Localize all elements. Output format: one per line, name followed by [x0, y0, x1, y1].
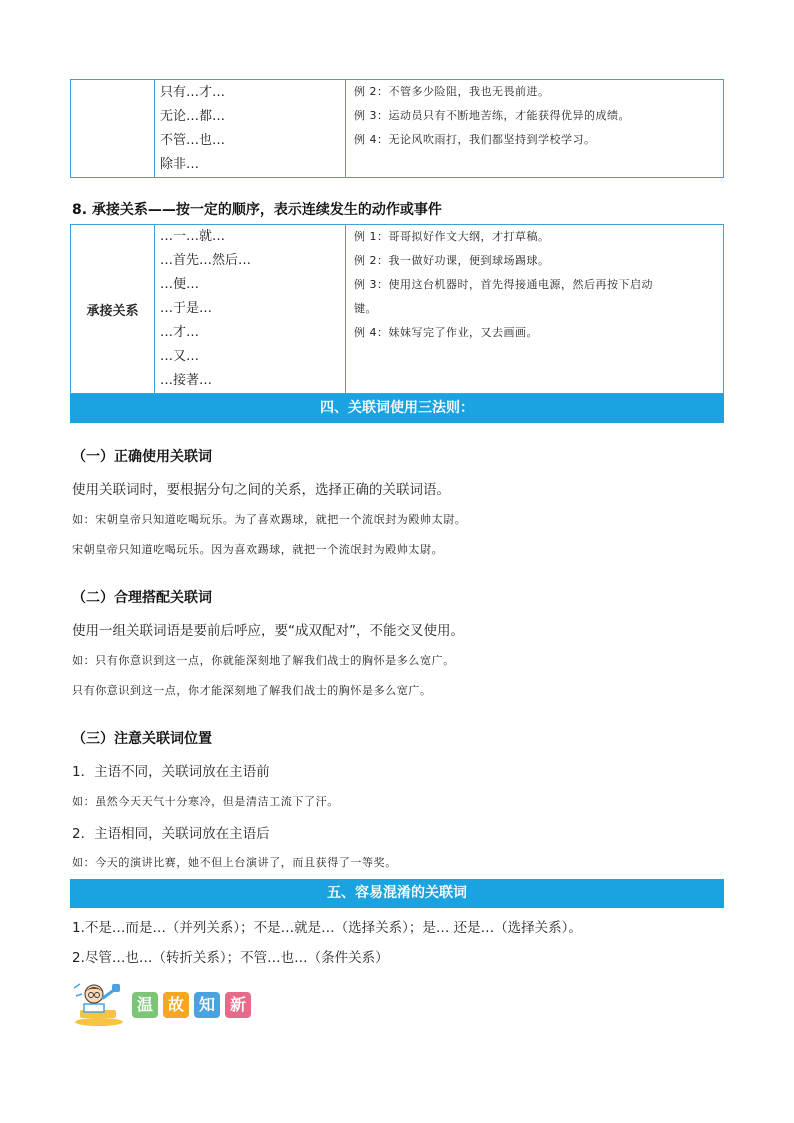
sub-1-heading: （一）正确使用关联词 [72, 449, 212, 465]
example-item: 例 4：妹妹写完了作业，又去画画。 [354, 326, 538, 339]
sub-3-example-2: 如：今天的演讲比赛，她不但上台演讲了，而且获得了一等奖。 [72, 856, 397, 869]
part-5-line-2: 2.尽管…也…（转折关系）；不管…也…（条件关系） [72, 950, 389, 966]
example-item: 例 1：哥哥拟好作文大纲，才打草稿。 [354, 230, 550, 243]
part-4-banner: 四、关联词使用三法则： [70, 394, 724, 423]
conditional-table [70, 79, 724, 178]
word-item: …接著… [160, 373, 213, 388]
part-5-line-1: 1.不是…而是…（并列关系）；不是…就是…（选择关系）；是… 还是…（选择关系）。 [72, 920, 582, 936]
logo-char: 温 [132, 992, 158, 1018]
section-8-heading: 8. 承接关系——按一定的顺序，表示连续发生的动作或事件 [72, 202, 442, 218]
sub-3-rule-2: 2．主语相同，关联词放在主语后 [72, 826, 270, 842]
words-cell [155, 225, 346, 394]
example-item: 例 4：无论风吹雨打，我们都坚持到学校学习。 [354, 133, 596, 146]
sub-3-rule-1: 1．主语不同，关联词放在主语前 [72, 764, 270, 780]
examples-cell [346, 225, 724, 394]
sub-3-heading: （三）注意关联词位置 [72, 731, 212, 747]
review-logo [70, 980, 260, 1028]
category-cell-empty [71, 80, 155, 178]
sub-1-example-1: 如：宋朝皇帝只知道吃喝玩乐。为了喜欢踢球，就把一个流氓封为殿帅太尉。 [72, 513, 467, 526]
sub-2-text: 使用一组关联词语是要前后呼应，要“成双配对”，不能交叉使用。 [72, 623, 464, 639]
logo-char: 故 [163, 992, 189, 1018]
logo-char: 新 [225, 992, 251, 1018]
example-item: 键。 [354, 302, 377, 315]
example-item: 例 2：不管多少险阻，我也无畏前进。 [354, 85, 550, 98]
words-cell [155, 80, 346, 178]
sub-1-example-2: 宋朝皇帝只知道吃喝玩乐。因为喜欢踢球，就把一个流氓封为殿帅太尉。 [72, 543, 444, 556]
sub-2-example-1: 如：只有你意识到这一点，你就能深刻地了解我们战士的胸怀是多么宽广。 [72, 654, 455, 667]
examples-cell [346, 80, 724, 178]
word-item: 不管…也… [160, 133, 226, 148]
logo-char: 知 [194, 992, 220, 1018]
sequential-table [70, 224, 724, 394]
word-item: …于是… [160, 301, 213, 316]
word-item: 除非… [160, 157, 200, 172]
word-item: …首先…然后… [160, 253, 252, 268]
word-item: 无论…都… [160, 109, 226, 124]
example-item: 例 3：运动员只有不断地苦练，才能获得优异的成绩。 [354, 109, 630, 122]
sub-3-example-1: 如：虽然今天天气十分寒冷，但是清洁工流下了汗。 [72, 795, 339, 808]
category-cell: 承接关系 [71, 225, 155, 394]
word-item: …才… [160, 325, 200, 340]
word-item: …又… [160, 349, 200, 364]
example-item: 例 2：我一做好功课，便到球场踢球。 [354, 254, 550, 267]
word-item: 只有…才… [160, 85, 226, 100]
word-item: …便… [160, 277, 200, 292]
student-illustration-icon [70, 980, 128, 1028]
example-item: 例 3：使用这台机器时，首先得接通电源，然后再按下启动 [354, 278, 653, 291]
sub-1-text: 使用关联词时，要根据分句之间的关系，选择正确的关联词语。 [72, 482, 450, 498]
sub-2-example-2: 只有你意识到这一点，你才能深刻地了解我们战士的胸怀是多么宽广。 [72, 684, 432, 697]
word-item: …一…就… [160, 229, 226, 244]
part-5-banner: 五、容易混淆的关联词 [70, 879, 724, 908]
sub-2-heading: （二）合理搭配关联词 [72, 590, 212, 606]
